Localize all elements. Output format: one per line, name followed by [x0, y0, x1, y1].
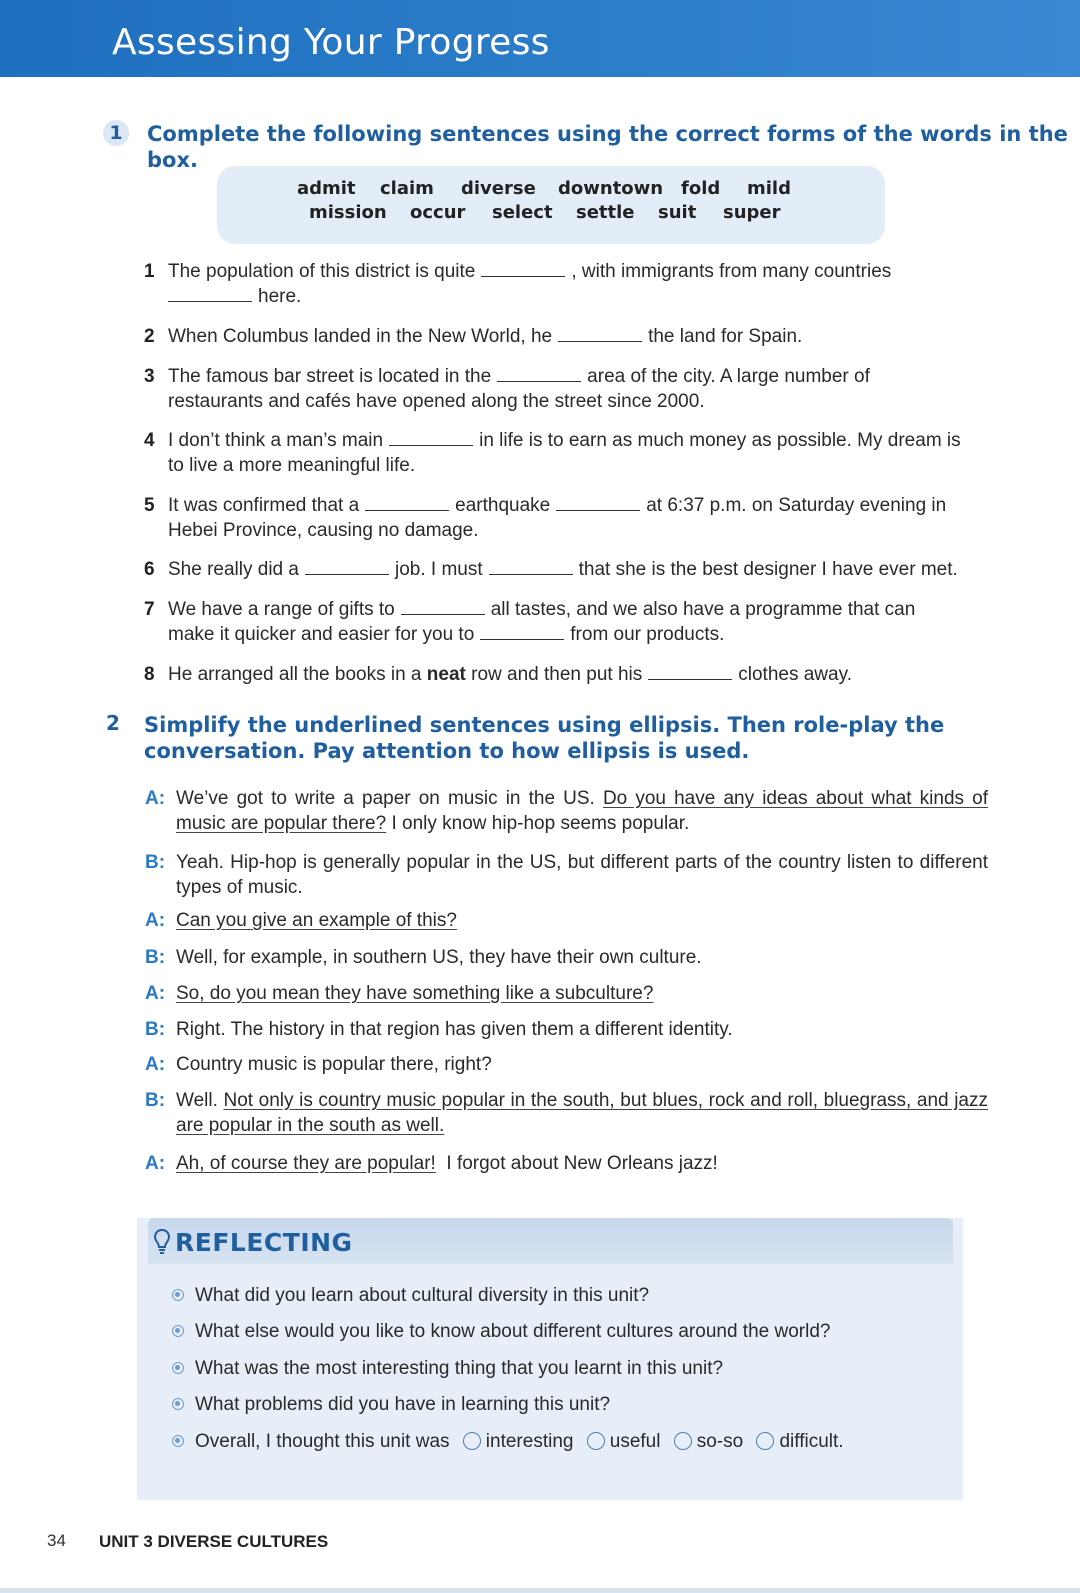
item-text: The famous bar street is located in the: [168, 366, 492, 387]
answer-blank[interactable]: [648, 663, 732, 680]
underlined-sentence: Ah, of course they are popular!: [176, 1153, 436, 1174]
item-number: 1: [144, 261, 155, 282]
option-difficult[interactable]: [756, 1429, 843, 1454]
answer-blank[interactable]: [481, 260, 565, 277]
word-claim: claim: [380, 178, 434, 199]
section-2-instruction-line-1: Simplify the underlined sentences using ellipsis. Then role-play the: [144, 713, 945, 737]
word-settle: settle: [576, 202, 635, 223]
speaker-label: A:: [145, 910, 166, 931]
item-text: It was confirmed that a: [168, 495, 360, 516]
option-label: useful: [609, 1431, 661, 1452]
item-text: job. I must: [394, 559, 483, 580]
speaker-label: B:: [145, 947, 166, 968]
item-number: 8: [144, 664, 155, 685]
unit-label: UNIT 3 DIVERSE CULTURES: [99, 1532, 329, 1551]
speaker-label: A:: [145, 1153, 166, 1174]
speaker-label: B:: [145, 852, 166, 873]
question-text: What else would you like to know about different cultures around the world?: [195, 1321, 831, 1342]
underlined-sentence: Do you have any ideas about what kinds of music are popular there?: [176, 788, 988, 834]
answer-blank[interactable]: [480, 623, 564, 640]
item-text: row and then put his: [471, 664, 643, 685]
dialogue-text: Well.: [176, 1090, 224, 1111]
item-text: When Columbus landed in the New World, he: [168, 326, 553, 347]
item-number: 3: [144, 366, 155, 387]
radio-circle-icon[interactable]: [756, 1432, 774, 1450]
bullet-icon: [172, 1325, 184, 1337]
word-box: [217, 166, 885, 244]
page-header: [0, 0, 1080, 77]
dialogue-text: Yeah. Hip-hop is generally popular in the US, but different parts of the country listen to different types of music.: [176, 852, 988, 898]
item-number: 2: [144, 326, 155, 347]
item-number: 6: [144, 559, 155, 580]
word-mission: mission: [309, 202, 387, 223]
speaker-label: A:: [145, 983, 166, 1004]
section-1-instruction: Complete the following sentences using the correct forms of the words in the box.: [147, 122, 1068, 172]
item-text: clothes away.: [738, 664, 852, 685]
item-number: 7: [144, 599, 155, 620]
underlined-sentence: Can you give an example of this?: [176, 910, 457, 931]
word-super: super: [723, 202, 781, 223]
speaker-label: B:: [145, 1019, 166, 1040]
speaker-label: A:: [145, 1054, 166, 1075]
word-admit: admit: [297, 178, 356, 199]
bullet-icon: [172, 1398, 184, 1410]
word-suit: suit: [658, 202, 697, 223]
question-text: What did you learn about cultural diversity in this unit?: [195, 1285, 650, 1306]
answer-blank[interactable]: [401, 598, 485, 615]
item-text: , with immigrants from many countries: [571, 261, 892, 282]
item-number: 4: [144, 430, 155, 451]
radio-circle-icon[interactable]: [587, 1432, 605, 1450]
item-text: at 6:37 p.m. on Saturday evening in Hebei Province, causing no damage.: [168, 495, 947, 541]
bullet-icon: [172, 1289, 184, 1301]
item-text: We have a range of gifts to: [168, 599, 395, 620]
dialogue-text: Country music is popular there, right?: [176, 1054, 492, 1075]
speaker-label: B:: [145, 1090, 166, 1111]
item-text: that she is the best designer I have ever met.: [578, 559, 958, 580]
item-text: here.: [258, 286, 302, 307]
question-text: What problems did you have in learning this unit?: [195, 1394, 611, 1415]
item-text: all tastes, and we also have a programme that can make it quicker and easier for you to: [168, 599, 916, 645]
radio-circle-icon[interactable]: [463, 1432, 481, 1450]
page-bottom-edge: [0, 1588, 1080, 1593]
answer-blank[interactable]: [305, 558, 389, 575]
lightbulb-icon: [153, 1228, 171, 1256]
item-text: I don’t think a man’s main: [168, 430, 384, 451]
bullet-icon: [172, 1362, 184, 1374]
item-bold-word: neat: [426, 664, 466, 685]
item-text: from our products.: [570, 624, 725, 645]
answer-blank[interactable]: [168, 285, 252, 302]
section-1-number: 1: [103, 120, 129, 146]
rating-prefix: Overall, I thought this unit was: [195, 1431, 450, 1452]
reflecting-title: REFLECTING: [175, 1228, 353, 1257]
section-2-number: 2: [106, 711, 120, 735]
item-text: earthquake: [455, 495, 551, 516]
option-label: interesting: [485, 1431, 574, 1452]
word-mild: mild: [747, 178, 791, 199]
option-interesting[interactable]: [463, 1429, 574, 1454]
question-text: What was the most interesting thing that you learnt in this unit?: [195, 1358, 724, 1379]
item-number: 5: [144, 495, 155, 516]
radio-circle-icon[interactable]: [674, 1432, 692, 1450]
word-diverse: diverse: [461, 178, 536, 199]
answer-blank[interactable]: [389, 429, 473, 446]
speaker-label: A:: [145, 788, 166, 809]
word-occur: occur: [410, 202, 466, 223]
answer-blank[interactable]: [556, 494, 640, 511]
item-text: the land for Spain.: [648, 326, 803, 347]
answer-blank[interactable]: [558, 325, 642, 342]
answer-blank[interactable]: [365, 494, 449, 511]
section-2-instruction-line-2: conversation. Pay attention to how ellipsis is used.: [144, 739, 750, 763]
item-text: She really did a: [168, 559, 299, 580]
page-number: 34: [47, 1531, 66, 1550]
underlined-sentence: Not only is country music popular in the south, but blues, rock and roll, bluegrass, and jazz are popular in the south as well.: [176, 1090, 988, 1136]
dialogue-text: I only know hip-hop seems popular.: [386, 813, 690, 834]
answer-blank[interactable]: [497, 365, 581, 382]
item-text: The population of this district is quite: [168, 261, 476, 282]
item-text: He arranged all the books in a: [168, 664, 422, 685]
dialogue-text: I forgot about New Orleans jazz!: [435, 1153, 718, 1174]
option-useful[interactable]: [587, 1429, 661, 1454]
item-text: in life is to earn as much money as possible. My dream is to live a more meaningful life.: [168, 430, 961, 476]
underlined-sentence: So, do you mean they have something like a subculture?: [176, 983, 654, 1004]
bullet-icon: [172, 1435, 184, 1447]
word-downtown: downtown: [558, 178, 664, 199]
option-label: so-so: [696, 1431, 744, 1452]
word-fold: fold: [681, 178, 721, 199]
dialogue-text: Well, for example, in southern US, they have their own culture.: [176, 947, 702, 968]
item-text: area of the city. A large number of restaurants and cafés have opened along the street since 2000.: [168, 366, 870, 412]
option-label: difficult.: [779, 1431, 844, 1452]
page-title: Assessing Your Progress: [112, 22, 550, 63]
option-so-so[interactable]: [674, 1429, 743, 1454]
word-select: select: [492, 202, 553, 223]
dialogue-text: We’ve got to write a paper on music in the US.: [176, 788, 603, 809]
answer-blank[interactable]: [489, 558, 573, 575]
dialogue-text: Right. The history in that region has given them a different identity.: [176, 1019, 733, 1040]
